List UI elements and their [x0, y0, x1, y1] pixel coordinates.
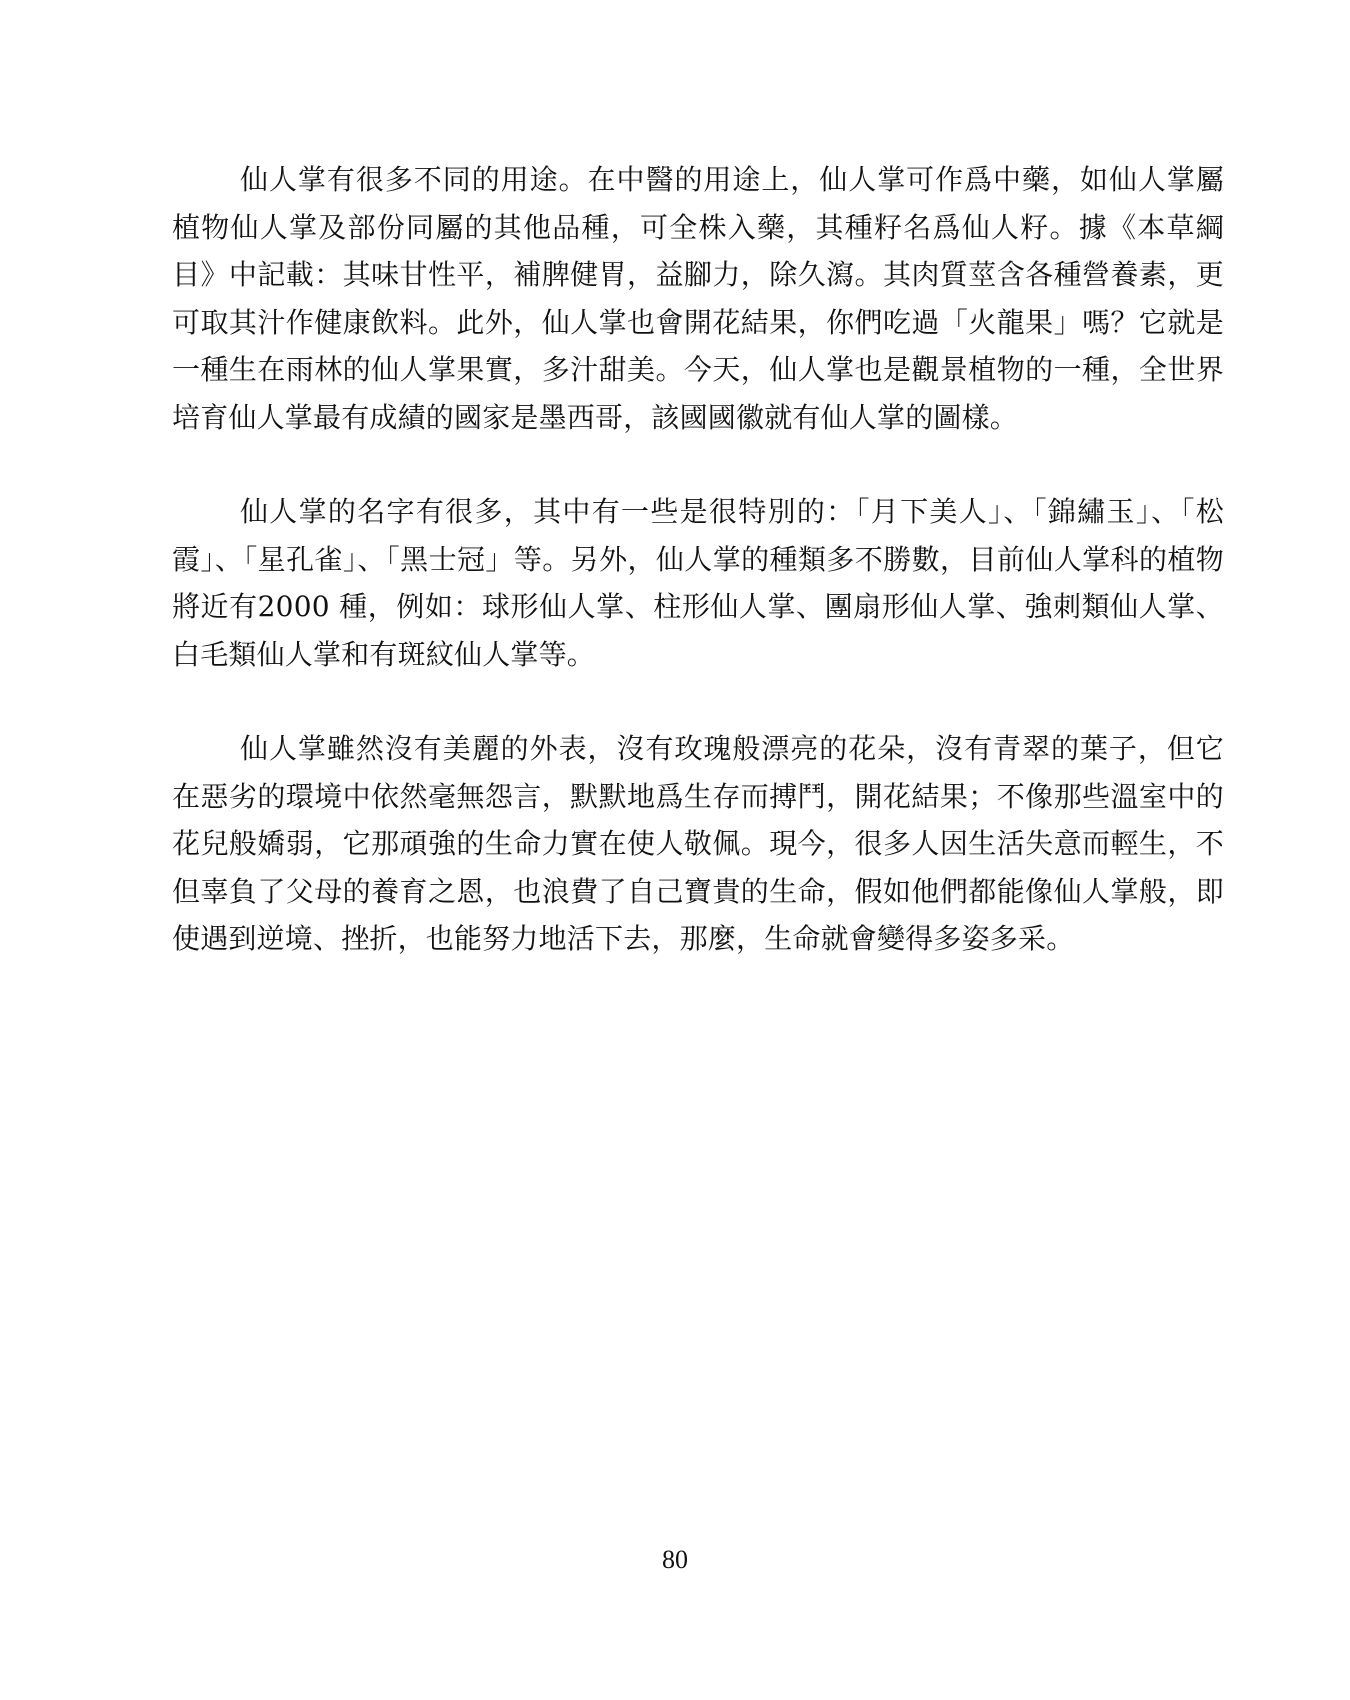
paragraph-resilience: 仙人掌雖然沒有美麗的外表，沒有玫瑰般漂亮的花朵，沒有青翠的葉子，但它在惡劣的環境中依然毫無怨言，默默地爲生存而搏鬥，開花結果；不像那些溫室中的花兒般嬌弱，它那頑強的生命力實在使人敬佩。現今，很多人因生活失意而輕生，不但辜負了父母的養育之恩，也浪費了自己寶貴的生命，假如他們都能像仙人掌般，即使遇到逆境、挫折，也能努力地活下去，那麼，生命就會變得多姿多采。 [172, 732, 1224, 955]
paragraph-uses: 仙人掌有很多不同的用途。在中醫的用途上，仙人掌可作爲中藥，如仙人掌屬植物仙人掌及部份同屬的其他品種，可全株入藥，其種籽名爲仙人籽。據《本草綱目》中記載：其味甘性平，補脾健胃，益腳力，除久瀉。其肉質莖含各種營養素，更可取其汁作健康飲料。此外，仙人掌也會開花結果，你們吃過「火龍果」嗎？它就是一種生在雨林的仙人掌果實，多汁甜美。今天，仙人掌也是觀景植物的一種，全世界培育仙人掌最有成績的國家是墨西哥，該國國徽就有仙人掌的圖樣。 [172, 163, 1224, 434]
page-number: 80 [662, 1545, 688, 1574]
body-text [172, 156, 1224, 963]
paragraph-names-and-types: 仙人掌的名字有很多，其中有一些是很特別的：「月下美人」、「錦繡玉」、「松霞」、「星孔雀」、「黑士冠」等。另外，仙人掌的種類多不勝數，目前仙人掌科的植物將近有2000 種，例如：球形仙人掌、柱形仙人掌、團扇形仙人掌、強刺類仙人掌、白毛類仙人掌和有斑紋仙人掌等。 [172, 495, 1224, 671]
